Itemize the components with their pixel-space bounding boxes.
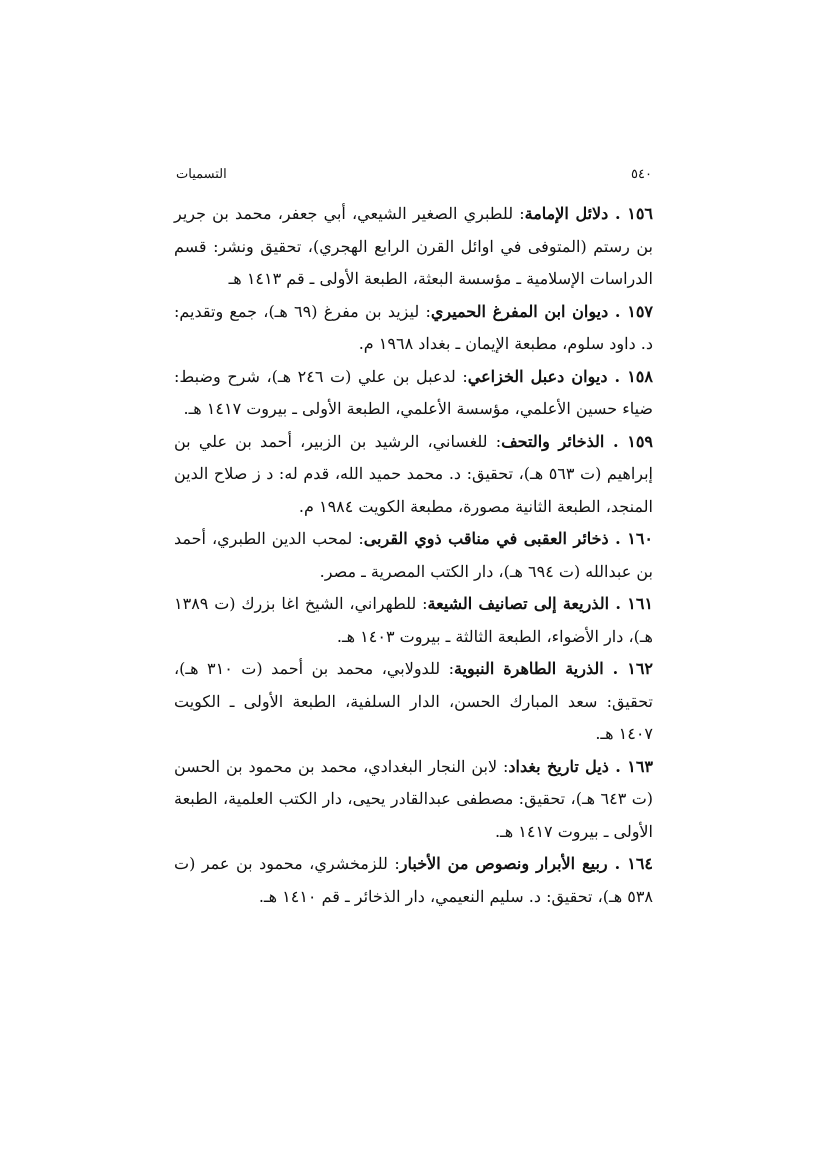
running-header [176,163,652,185]
entry-body: : للطهراني، الشيخ اغا بزرك (ت ١٣٨٩ هـ)، دار الأضواء، الطبعة الثالثة ـ بيروت ١٤٠٣ هـ. [174,594,653,646]
bibliography-entry: ١٦٠ . ذخائر العقبى في مناقب ذوي القربى: لمحب الدين الطبري، أحمد بن عبدالله (ت ٦٩٤ هـ)، دار الكتب المصرية ـ مصر. [174,529,654,581]
entry-number: ١٦٠ [627,529,654,548]
entry-title: ذيل تاريخ بغداد [508,756,609,776]
entry-title: ذخائر العقبى في مناقب ذوي القربى [363,529,609,548]
entry-body: : لدعبل بن علي (ت ٢٤٦ هـ)، شرح وضبط: ضياء حسين الأعلمي، مؤسسة الأعلمي، الطبعة الأولى ـ بيروت ١٤١٧ هـ. [174,366,653,418]
entry-number: ١٦١ [627,594,654,613]
bibliography-entry: ١٥٨ . ديوان دعبل الخزاعي: لدعبل بن علي (ت ٢٤٦ هـ)، شرح وضبط: ضياء حسين الأعلمي، مؤسسة الأعلمي، الطبعة الأولى ـ بيروت ١٤١٧ هـ. [174,366,653,418]
bibliography-entry: ١٦١ . الذريعة إلى تصانيف الشيعة: للطهراني، الشيخ اغا بزرك (ت ١٣٨٩ هـ)، دار الأضواء، الطبعة الثالثة ـ بيروت ١٤٠٣ هـ. [174,594,654,646]
entry-body: : ليزيد بن مفرغ (٦٩ هـ)، جمع وتقديم: د. داود سلوم، مطبعة الإيمان ـ بغداد ١٩٦٨ م. [174,301,653,353]
entry-number: ١٥٩ [627,431,653,451]
bibliography-entry: ١٥٩ . الذخائر والتحف: للغساني، الرشيد بن الزبير، أحمد بن علي بن إبراهيم (ت ٥٦٣ هـ)، تحقيق: د. محمد حميد الله، قدم له: د ز صلاح الدين المنجد، الطبعة الثانية مصورة، مطبعة الكويت ١٩٨٤ م. [174,431,654,516]
entry-body: : للدولابي، محمد بن أحمد (ت ٣١٠ هـ)، تحقيق: سعد المبارك الحسن، الدار السلفية، الطبعة الأولى ـ الكويت ١٤٠٧ هـ. [174,659,654,743]
entry-body: : لمحب الدين الطبري، أحمد بن عبدالله (ت ٦٩٤ هـ)، دار الكتب المصرية ـ مصر. [174,529,653,581]
entry-title: الذخائر والتحف [501,431,605,451]
entry-number: ١٥٧ [627,301,653,321]
entry-body: : للزمخشري، محمود بن عمر (ت ٥٣٨ هـ)، تحقيق: د. سليم النعيمي، دار الذخائر ـ قم ١٤١٠ هـ. [174,854,653,906]
entry-title: ربيع الأبرار ونصوص من الأخبار [399,854,608,873]
entry-number: ١٦٢ [627,659,654,678]
entry-body: : لابن النجار البغدادي، محمد بن محمود بن الحسن (ت ٦٤٣ هـ)، تحقيق: مصطفى عبدالقادر يحيى، دار الكتب العلمية، الطبعة الأولى ـ بيروت ١٤١٧ هـ. [174,756,654,841]
entry-title: دلائل الإمامة [524,204,609,223]
bibliography-entry: ١٥٧ . ديوان ابن المفرغ الحميري: ليزيد بن مفرغ (٦٩ هـ)، جمع وتقديم: د. داود سلوم، مطبعة الإيمان ـ بغداد ١٩٦٨ م. [174,301,653,353]
entry-body: : للغساني، الرشيد بن الزبير، أحمد بن علي بن إبراهيم (ت ٥٦٣ هـ)، تحقيق: د. محمد حميد الله، قدم له: د ز صلاح الدين المنجد، الطبعة الثانية مصورة، مطبعة الكويت ١٩٨٤ م. [174,431,654,516]
bibliography-entry: ١٥٦ . دلائل الإمامة: للطبري الصغير الشيعي، أبي جعفر، محمد بن جرير بن رستم (المتوفى في اوائل القرن الرابع الهجري)، تحقيق ونشر: قسم الدراسات الإسلامية ـ مؤسسة البعثة، الطبعة الأولى ـ قم ١٤١٣ هـ [174,204,653,288]
running-title: التسميات [176,166,227,182]
bibliography-list [174,198,653,913]
page-number: ٥٤٠ [631,166,652,182]
entry-number: ١٦٣ [627,756,653,776]
entry-title: ديوان ابن المفرغ الحميري [430,301,609,321]
entry-title: الذرية الطاهرة النبوية [454,659,604,678]
bibliography-entry: ١٦٢ . الذرية الطاهرة النبوية: للدولابي، محمد بن أحمد (ت ٣١٠ هـ)، تحقيق: سعد المبارك الحسن، الدار السلفية، الطبعة الأولى ـ الكويت ١٤٠٧ هـ. [174,659,654,743]
entry-title: ديوان دعبل الخزاعي [467,366,608,386]
entry-title: الذريعة إلى تصانيف الشيعة [427,594,610,613]
bibliography-entry: ١٦٣ . ذيل تاريخ بغداد: لابن النجار البغدادي، محمد بن محمود بن الحسن (ت ٦٤٣ هـ)، تحقيق: مصطفى عبدالقادر يحيى، دار الكتب العلمية، الطبعة الأولى ـ بيروت ١٤١٧ هـ. [174,756,654,841]
entry-number: ١٦٤ [627,854,654,873]
entry-body: : للطبري الصغير الشيعي، أبي جعفر، محمد بن جرير بن رستم (المتوفى في اوائل القرن الرابع الهجري)، تحقيق ونشر: قسم الدراسات الإسلامية ـ مؤسسة البعثة، الطبعة الأولى ـ قم ١٤١٣ هـ [174,204,653,288]
bibliography-entry: ١٦٤ . ربيع الأبرار ونصوص من الأخبار: للزمخشري، محمود بن عمر (ت ٥٣٨ هـ)، تحقيق: د. سليم النعيمي، دار الذخائر ـ قم ١٤١٠ هـ. [174,854,654,906]
entry-number: ١٥٦ [627,204,653,223]
entry-number: ١٥٨ [627,366,653,386]
